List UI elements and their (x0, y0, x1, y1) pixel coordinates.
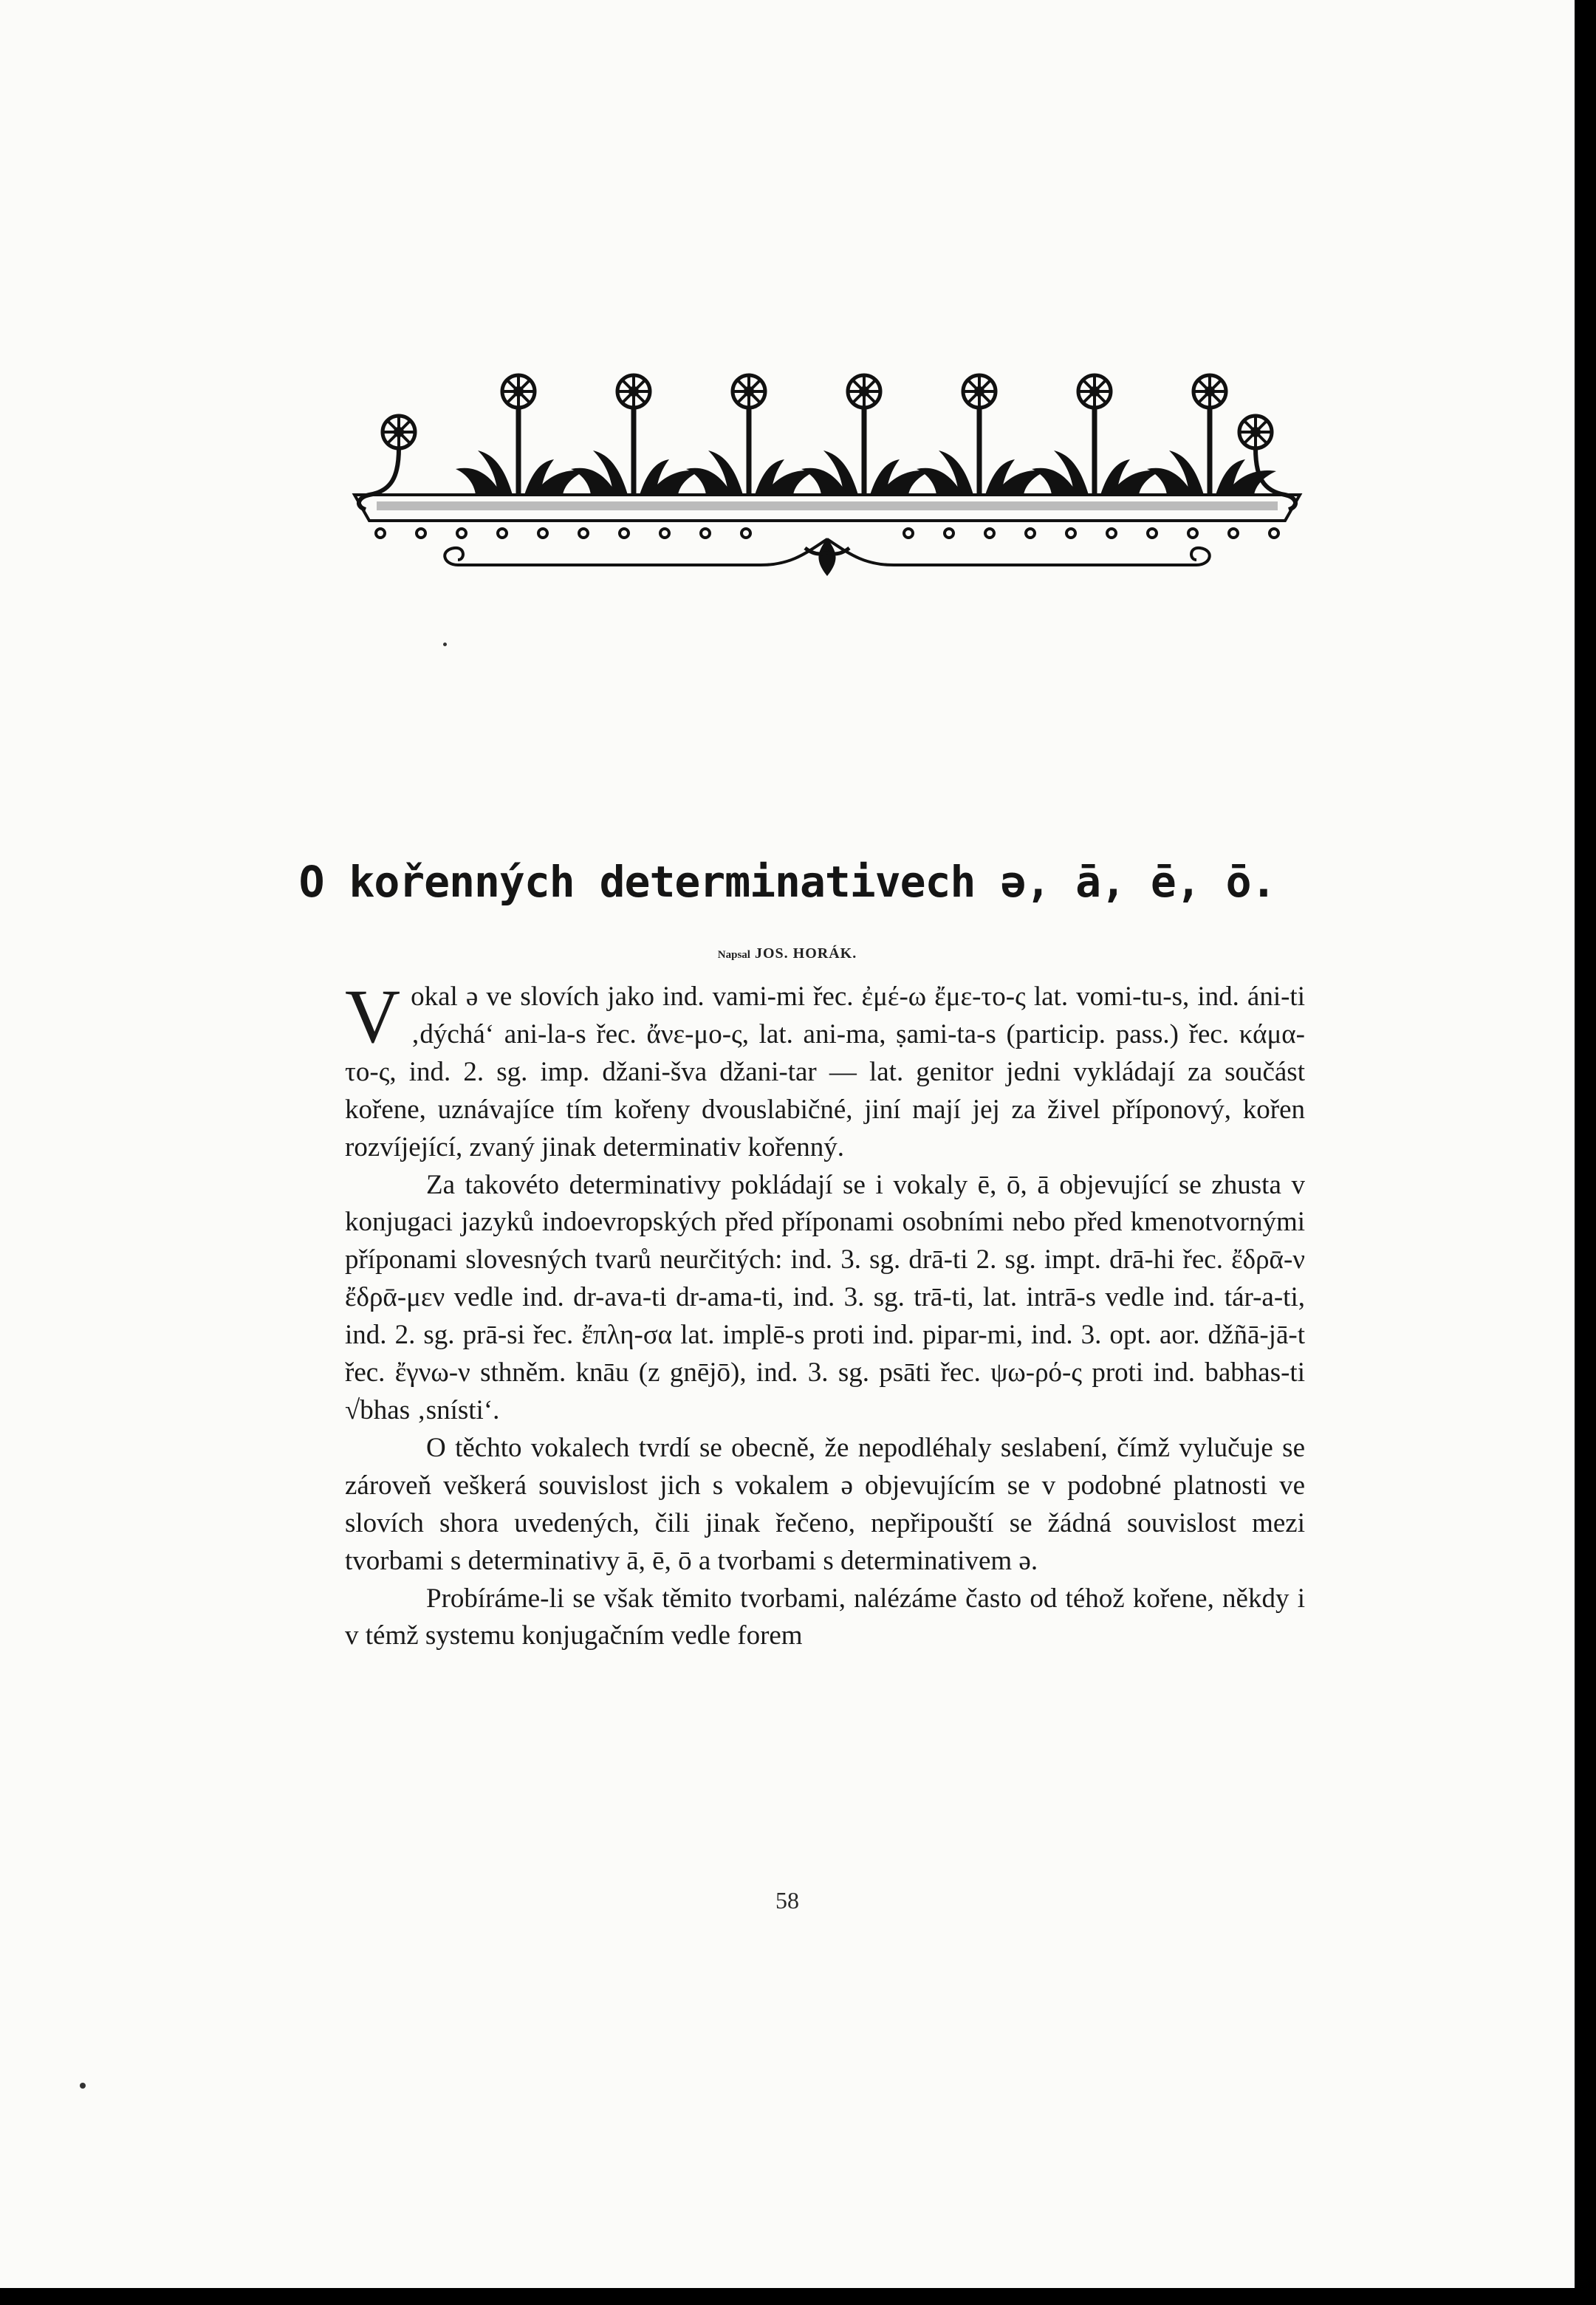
scan-speck (80, 2083, 86, 2089)
paragraph-3: O těchto vokalech tvrdí se obecně, že nepodléhaly seslabení, čímž vylučuje se zároveň veškerá souvislost jich s vokalem ə objevujícím se v podobné platnosti ve slovích shora uvedených, čili jinak řečeno, nepřipouští se žádná souvislost mezi tvorbami s determinativy ā, ē, ō a tvorbami s determinativem ə. (345, 1432, 1305, 1576)
byline-author: JOS. HORÁK. (754, 945, 857, 962)
paragraph-1 (345, 974, 1305, 1167)
article-title: O kořenných determinativech ə, ā, ē, ō. (298, 857, 1276, 907)
paragraph-4: Probíráme-li se však těmito tvorbami, nalézáme často od téhož kořene, někdy i v témž systemu konjugačním vedle forem (345, 1583, 1305, 1651)
drop-cap: V (345, 974, 401, 1059)
byline (0, 945, 1575, 962)
paragraph-1-text: okal ə ve slovích jako ind. vami-mi řec. ἐμέ-ω ἔμε-το-ς lat. vomi-tu-s, ind. áni-ti ‚dýchá‘ ani-la-s řec. ἄνε-μο-ς, lat. ani-ma, ṣami-ta-s (particip. pass.) řec. κάμα-το-ς, ind. 2. sg. imp. džani-šva džani-tar — lat. genitor jedni vykládají za součást kořene, uznávajíce tím kořeny dvouslabičné, jiní mají jej za živel příponový, kořen rozvíjející, zvaný jinak determinativ kořenný. (345, 982, 1305, 1162)
floral-ornament-header (347, 355, 1307, 591)
article-body (345, 974, 1305, 1655)
byline-prefix: Napsal (717, 949, 750, 961)
paragraph-2: Za takovéto determinativy pokládají se i vokaly ē, ō, ā objevující se zhusta v konjugaci jazyků indoevropských před příponami osobními nebo před kmenotvornými příponami slovesných tvarů neurčitých: ind. 3. sg. drā-ti 2. sg. impt. drā-hi řec. ἔδρᾱ-ν ἔδρᾱ-μεν vedle ind. dr-ava-ti dr-ama-ti, ind. 3. sg. trā-ti, lat. intrā-s vedle ind. tár-a-ti, ind. 2. sg. prā-si řec. ἔπλη-σα lat. implē-s proti ind. pipar-mi, ind. 3. opt. aor. džñā-jā-t řec. ἔγνω-ν sthněm. knāu (z gnējō), ind. 3. sg. psāti řec. ψω-ρό-ς proti ind. babhas-ti √bhas ‚snísti‘. (345, 1169, 1305, 1425)
scan-speck (443, 643, 447, 646)
page-number: 58 (775, 1887, 799, 1914)
